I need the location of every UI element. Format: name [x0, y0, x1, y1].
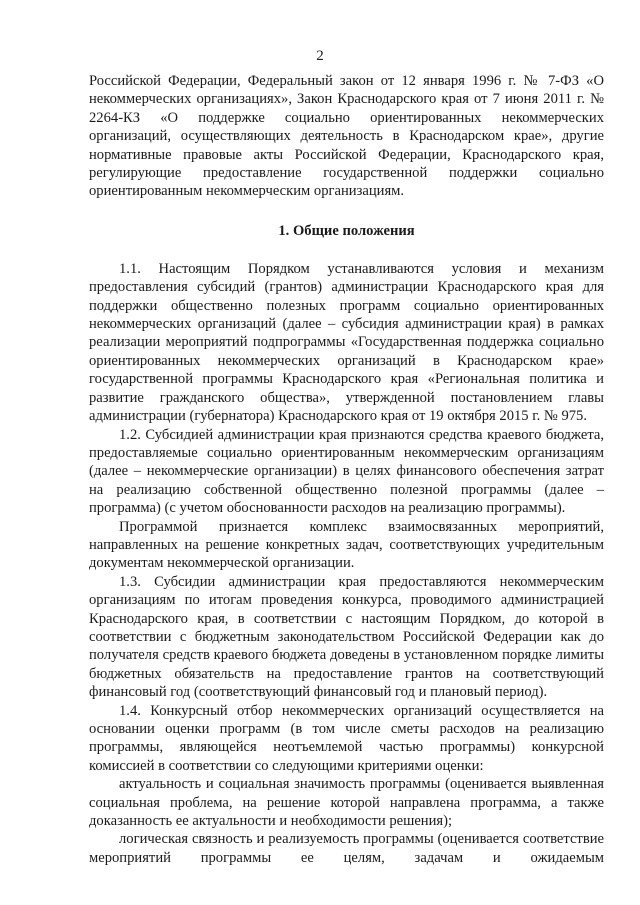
criterion-logical-coherence: логическая связность и реализуемость программы (оценивается соответствие мероприятий программы ее целям, задачам и ожидаемым [89, 831, 604, 866]
paragraph-1-3: 1.3. Субсидии администрации края предоставляются некоммерческим организациям по итогам проведения конкурса, проводимого администрацией Краснодарского края, в соответствии с настоящим Порядком, до которой в соответствии с бюджетным законодательством Российской Федерации как до получателя средств краевого бюджета доведены в установленном порядке лимиты бюджетных обязательств на предоставление грантов на соответствующий финансовый год (соответствующий финансовый год и плановый период). [89, 573, 604, 701]
paragraph-1-2: 1.2. Субсидией администрации края признаются средства краевого бюджета, предоставляемые социально ориентированным некоммерческим организациям (далее – некоммерческие организации) в целях финансового обеспечения затрат на реализацию собственной общественно полезной программы (далее – программа) (с учетом обоснованности расходов на реализацию программы). [89, 426, 604, 517]
section-title: 1. Общие положения [278, 222, 415, 239]
document-body [89, 72, 604, 867]
paragraph-1-4: 1.4. Конкурсный отбор некоммерческих организаций осуществляется на основании оценки программ (в том числе сметы расходов на реализацию программы, являющейся неотъемлемой частью программы) конкурсной комиссией в соответствии со следующими критериями оценки: [89, 702, 604, 774]
paragraph-1-1: 1.1. Настоящим Порядком устанавливаются условия и механизм предоставления субсидий (грантов) администрации Краснодарского края для поддержки общественно полезных программ социально ориентированных некоммерческих организаций (далее – субсидия администрации края) в рамках реализации мероприятий подпрограммы «Государственная поддержка социально ориентированных некоммерческих организаций в Краснодарском крае» государственной программы Краснодарского края «Региональная политика и развитие гражданского общества», утвержденной постановлением главы администрации (губернатора) Краснодарского края от 19 октября 2015 г. № 975. [89, 260, 604, 425]
paragraph-program-definition: Программой признается комплекс взаимосвязанных мероприятий, направленных на решение конкретных задач, соответствующих учредительным документам некоммерческой организации. [89, 518, 604, 572]
page-number: 2 [316, 48, 324, 64]
intro-paragraph: Российской Федерации, Федеральный закон от 12 января 1996 г. № 7-ФЗ «О некоммерческих организациях», Закон Краснодарского края от 7 июня 2011 г. № 2264-КЗ «О поддержке социально ориентированных некоммерческих организаций, осуществляющих деятельность в Краснодарском крае», другие нормативные правовые акты Российской Федерации, Краснодарского края, регулирующие предоставление государственной поддержки социально ориентированным некоммерческим организациям. [89, 73, 604, 200]
criterion-relevance: актуальность и социальная значимость программы (оценивается выявленная социальная проблема, на решение которой направлена программа, а также доказанность ее актуальности и необходимости решения); [89, 776, 604, 830]
